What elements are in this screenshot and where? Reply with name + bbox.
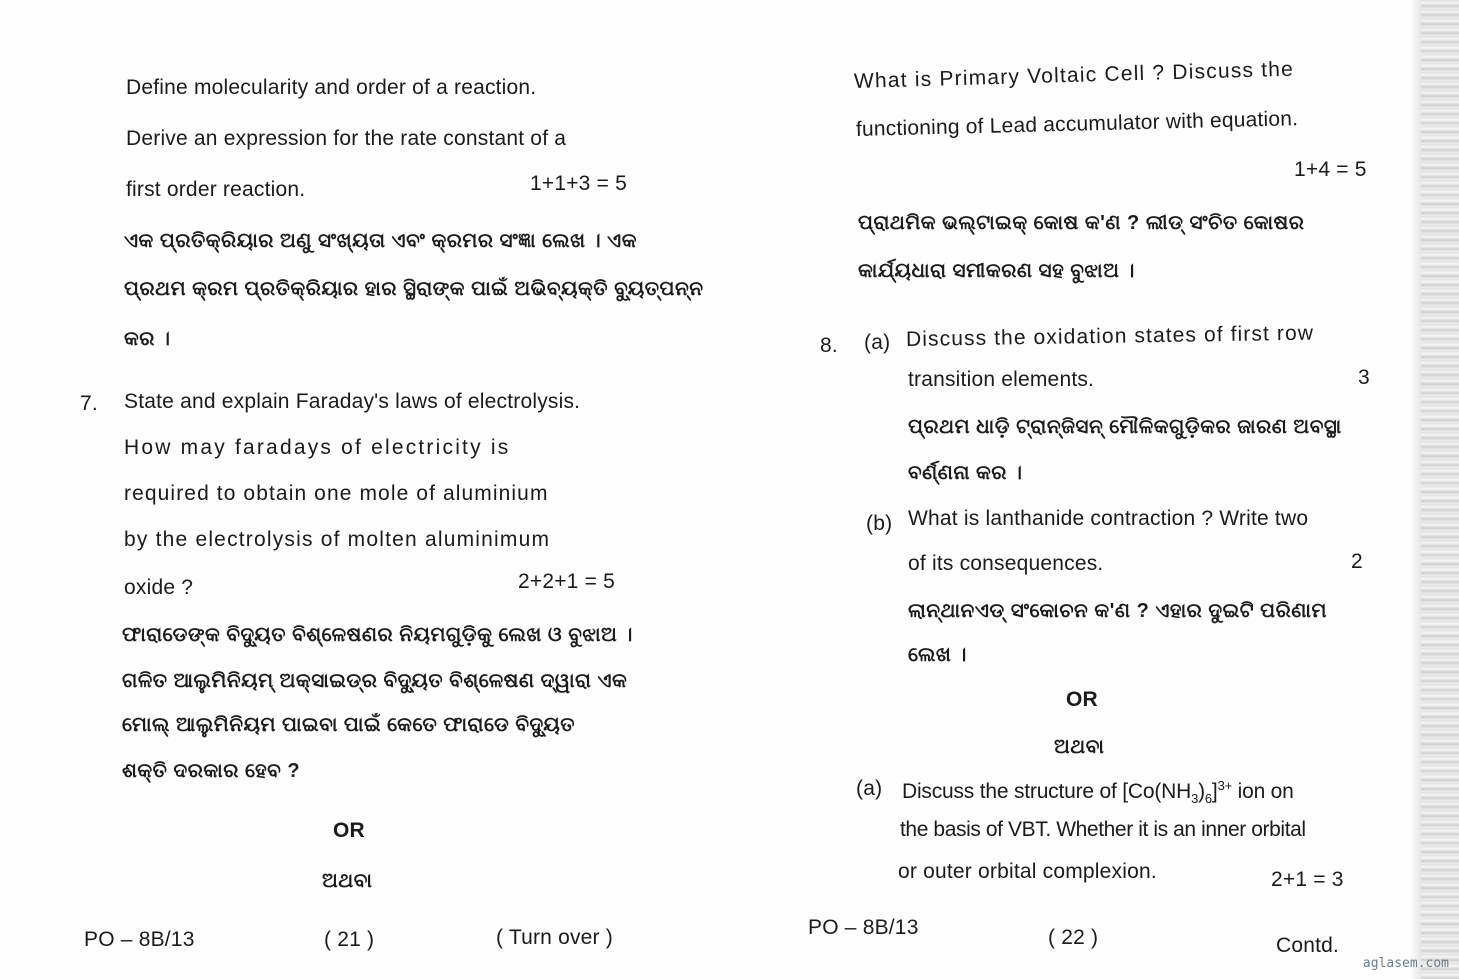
- alt-a-sub1: 3: [1191, 791, 1199, 807]
- alt-a-sup: 3+: [1217, 778, 1232, 793]
- rt-line1: What is Primary Voltaic Cell ? Discuss the: [853, 57, 1295, 93]
- right-footer-code: PO – 8B/13: [808, 916, 919, 939]
- rt-odia-line1: ପ୍ରାଥମିକ ଭଲ୍‌ଟାଇକ୍ କୋଷ କ'ଣ ? ଲୀଡ୍ ସଂଚିତ କୋଷର: [858, 212, 1305, 234]
- q8a-marks: 3: [1358, 366, 1370, 389]
- q8a-odia-line2: ବର୍ଣ୍ଣନା କର ।: [908, 462, 1023, 484]
- left-or-label: OR: [333, 819, 365, 842]
- page-edge-shadow: [1409, 0, 1421, 979]
- left-or-odia: ଅଥବା: [322, 870, 373, 892]
- q8-number: 8.: [820, 334, 838, 357]
- q8a-label: (a): [864, 331, 891, 354]
- left-footer-code: PO – 8B/13: [84, 928, 195, 951]
- site-watermark: aglasem.com: [1362, 956, 1449, 971]
- q8b-odia-line2: ଲେଖ ।: [908, 644, 967, 666]
- q7-number: 7.: [80, 392, 98, 415]
- alt-a-sub2: 6: [1204, 791, 1212, 807]
- q7-odia-line2: ଗଳିତ ଆଲୁମିନିୟମ୍ ଅକ୍ସାଇଡ୍‌ର ବିଦ୍ୟୁତ ବିଶ୍ଳେଷଣ ଦ୍ୱାରା ଏକ: [122, 670, 628, 692]
- q8b-line2: of its consequences.: [908, 552, 1104, 575]
- q6-marks: 1+1+3 = 5: [530, 172, 627, 195]
- q7-line2: How may faradays of electricity is: [124, 436, 511, 459]
- q8b-label: (b): [866, 512, 893, 535]
- alt-a-line3: or outer orbital complexion.: [898, 860, 1157, 883]
- q8b-line1: What is lanthanide contraction ? Write two: [908, 507, 1309, 530]
- right-or-odia: ଅଥବା: [1054, 736, 1105, 758]
- q7-line5: oxide ?: [124, 576, 194, 599]
- q7-marks: 2+2+1 = 5: [518, 570, 615, 593]
- q8a-line2: transition elements.: [908, 368, 1095, 391]
- q8b-odia-line1: ଲାନ୍‌ଥାନଏଡ୍ ସଂକୋଚନ କ'ଣ ? ଏହାର ଦୁଇଟି ପରିଣାମ: [908, 600, 1327, 622]
- q6-odia-line2: ପ୍ରଥମ କ୍ରମ ପ୍ରତିକ୍ରିୟାର ହାର ସ୍ଥିରାଙ୍କ ପାଇଁ ଅଭିବ୍ୟକ୍ତି ବ୍ୟୁତ୍ପନ୍ନ: [124, 278, 704, 300]
- q7-line4: by the electrolysis of molten aluminimum: [124, 528, 551, 551]
- alt-a-marks: 2+1 = 3: [1271, 868, 1344, 891]
- page-edge-stack: [1421, 0, 1459, 979]
- alt-a-line1: [902, 778, 1294, 806]
- q7-odia-line1: ଫାରାଡେଙ୍କ ବିଦ୍ୟୁତ ବିଶ୍ଳେଷଣର ନିୟମଗୁଡ଼ିକୁ ଲେଖ ଓ ବୁଝାଅ ।: [122, 624, 633, 646]
- left-footer-page: ( 21 ): [324, 928, 375, 951]
- q8a-line1: Discuss the oxidation states of first row: [905, 321, 1315, 351]
- q6-line2: Derive an expression for the rate constant of a: [126, 127, 567, 150]
- right-footer-page: ( 22 ): [1048, 926, 1099, 949]
- alt-a-paren: ): [1198, 780, 1205, 803]
- alt-a-bracket: ]: [1211, 780, 1218, 803]
- q8b-marks: 2: [1351, 550, 1363, 573]
- q7-line3: required to obtain one mole of aluminium: [124, 482, 549, 505]
- q7-odia-line4: ଶକ୍ତି ଦରକାର ହେବ ?: [122, 760, 301, 782]
- rt-marks: 1+4 = 5: [1294, 158, 1367, 181]
- q6-line3: first order reaction.: [126, 178, 306, 201]
- rt-line2: functioning of Lead accumulator with equation.: [855, 107, 1299, 141]
- q7-line1: State and explain Faraday's laws of electrolysis.: [124, 390, 581, 413]
- q8a-odia-line1: ପ୍ରଥମ ଧାଡ଼ି ଟ୍ରାନ୍‌ଜିସନ୍ ମୌଳିକଗୁଡ଼ିକର ଜାରଣ ଅବସ୍ଥା: [908, 416, 1342, 438]
- rt-odia-line2: କାର୍ଯ୍ୟଧାରା ସମୀକରଣ ସହ ବୁଝାଅ ।: [858, 260, 1135, 282]
- q6-line1: Define molecularity and order of a reaction.: [126, 76, 537, 99]
- right-footer-contd: Contd.: [1276, 934, 1340, 957]
- right-or-label: OR: [1066, 688, 1098, 711]
- alt-a-label: (a): [856, 777, 883, 800]
- alt-a-suffix: ion on: [1231, 780, 1294, 803]
- alt-a-prefix: Discuss the structure of [Co(NH: [902, 780, 1192, 803]
- q7-odia-line3: ମୋଲ୍ ଆଲୁମିନିୟମ ପାଇବା ପାଇଁ କେତେ ଫାରାଡେ ବିଦ୍ୟୁତ: [122, 714, 575, 736]
- q6-odia-line3: କର ।: [124, 328, 171, 350]
- q6-odia-line1: ଏକ ପ୍ରତିକ୍ରିୟାର ଅଣୁ ସଂଖ୍ୟତା ଏବଂ କ୍ରମର ସଂଜ୍ଞା ଲେଖ । ଏକ: [124, 230, 638, 252]
- left-footer-turn-over: ( Turn over ): [496, 926, 613, 949]
- alt-a-line2: the basis of VBT. Whether it is an inner orbital: [900, 818, 1306, 841]
